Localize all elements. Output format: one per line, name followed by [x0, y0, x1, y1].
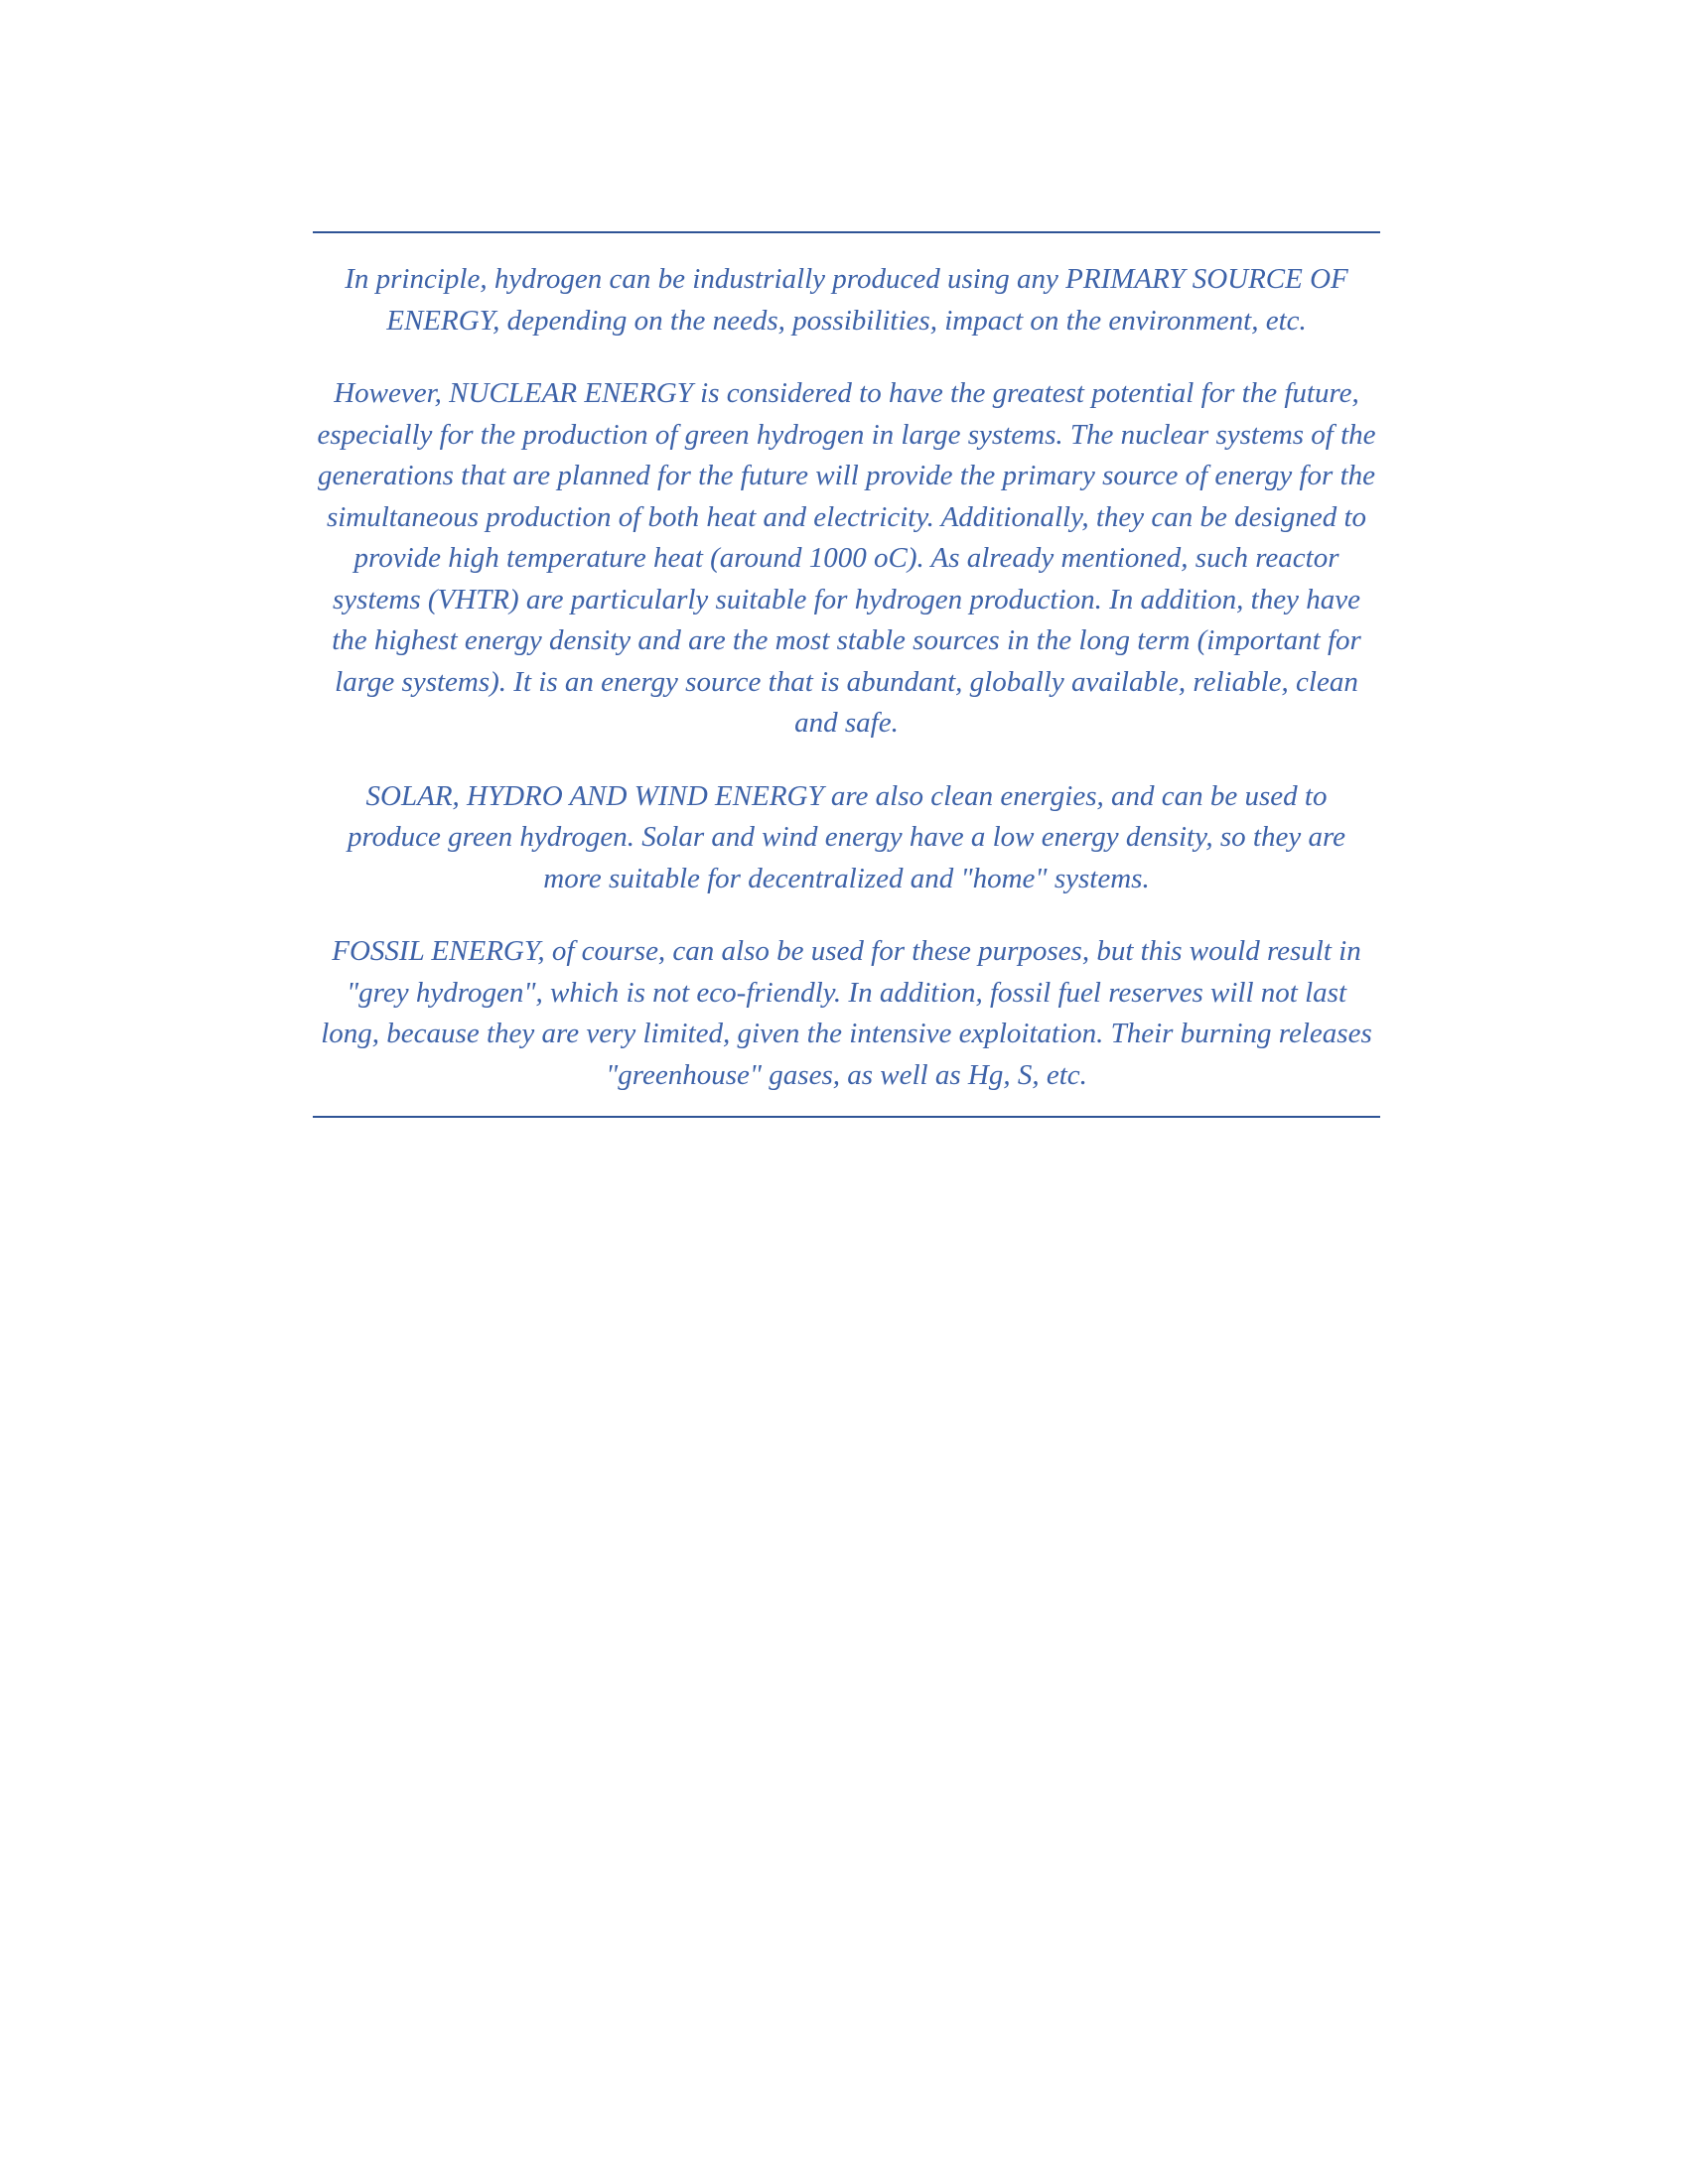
quote-block [313, 231, 1380, 1118]
paragraph-renewable-energy: SOLAR, HYDRO AND WIND ENERGY are also clean energies, and can be used to produce green hydrogen. Solar and wind energy have a low energy density, so they are more suitable for decentralized and "home" systems. [347, 779, 1346, 894]
paragraph-nuclear-energy: However, NUCLEAR ENERGY is considered to have the greatest potential for the future, especially for the production of green hydrogen in large systems. The nuclear systems of the generations that are planned for the future will provide the primary source of energy for the simultaneous production of both heat and electricity. Additionally, they can be designed to provide high temperature heat (around 1000 oC). As already mentioned, such reactor systems (VHTR) are particularly suitable for hydrogen production. In addition, they have the highest energy density and are the most stable sources in the long term (important for large systems). It is an energy source that is abundant, globally available, reliable, clean and safe. [317, 377, 1376, 739]
paragraph-primary-source: In principle, hydrogen can be industrially produced using any PRIMARY SOURCE OF ENERGY, depending on the needs, possibilities, impact on the environment, etc. [345, 263, 1348, 337]
paragraph-fossil-energy: FOSSIL ENERGY, of course, can also be used for these purposes, but this would result in "grey hydrogen", which is not eco-friendly. In addition, fossil fuel reserves will not last long, because they are very limited, given the intensive exploitation. Their burning releases "greenhouse" gases, as well as Hg, S, etc. [321, 935, 1372, 1091]
